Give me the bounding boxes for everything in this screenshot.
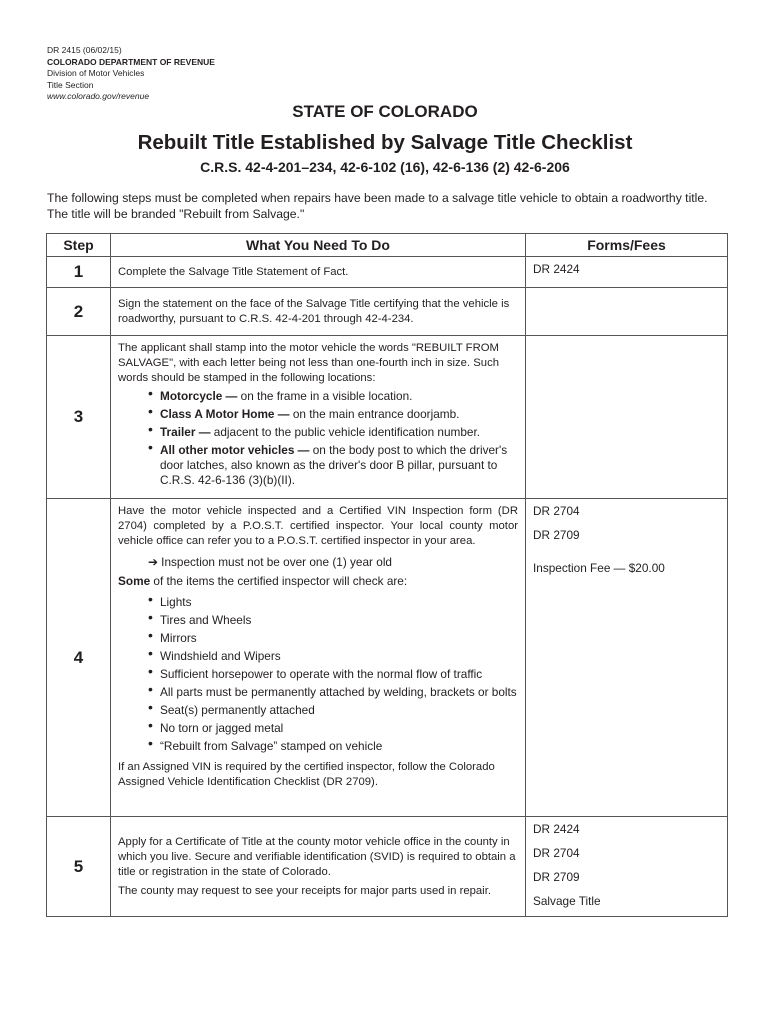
list-item: • Tires and Wheels xyxy=(148,613,518,628)
step-forms xyxy=(526,336,728,499)
state-heading: STATE OF COLORADO xyxy=(292,102,478,121)
step-instruction xyxy=(111,817,526,917)
step-instruction xyxy=(111,499,526,817)
some-text: of the items the certified inspector will check are: xyxy=(150,574,408,588)
website-link[interactable]: www.colorado.gov/revenue xyxy=(47,91,150,101)
note-text: Inspection must not be over one (1) year old xyxy=(161,555,392,569)
step-text: The applicant shall stamp into the motor vehicle the words "REBUILT FROM SALVAGE", with each letter being not less than one-fourth inch in size. Such words should be stamped in the following locations: xyxy=(118,342,499,384)
step-forms xyxy=(526,817,728,917)
intro-line-1: The following steps must be completed when repairs have been made to a salvage title vehicle to obtain a roadworthy title. xyxy=(47,191,708,205)
list-item: • All parts must be permanently attached by welding, brackets or bolts xyxy=(148,685,518,700)
form-ref: DR 2424 xyxy=(533,822,580,836)
inspection-fee: Inspection Fee — $20.00 xyxy=(533,561,665,575)
step-instruction: Sign the statement on the face of the Salvage Title certifying that the vehicle is roadworthy, pursuant to C.R.S. 42-4-201 through 42-4-234. xyxy=(111,288,526,336)
list-item xyxy=(148,389,518,404)
division-name: Division of Motor Vehicles xyxy=(47,68,145,78)
form-ref: DR 2709 xyxy=(533,870,580,884)
list-item: • No torn or jagged metal xyxy=(148,721,518,736)
step-instruction: Complete the Salvage Title Statement of Fact. xyxy=(111,257,526,288)
table-row-step-1 xyxy=(47,257,728,288)
inspection-note xyxy=(118,555,518,570)
list-item: • Seat(s) permanently attached xyxy=(148,703,518,718)
form-ref: DR 2704 xyxy=(533,846,580,860)
step-instruction xyxy=(111,336,526,499)
section-name: Title Section xyxy=(47,79,94,90)
step-text: Apply for a Certificate of Title at the county motor vehicle office in the county in which you live. Secure and verifiable identification (SVID) is required to obtain a title or registration in the state of Colorado. xyxy=(118,836,516,878)
some-label: Some xyxy=(118,574,151,588)
list-item: • “Rebuilt from Salvage” stamped on vehicle xyxy=(148,739,518,754)
form-header xyxy=(47,45,215,103)
form-ref: DR 2704 xyxy=(533,504,580,518)
items-intro xyxy=(118,574,518,589)
stamp-locations-list xyxy=(118,389,518,488)
list-item: • Sufficient horsepower to operate with the normal flow of traffic xyxy=(148,667,518,682)
step-forms xyxy=(526,499,728,817)
receipts-note: The county may request to see your receipts for major parts used in repair. xyxy=(118,885,491,897)
intro-line-2: The title will be branded "Rebuilt from Salvage." xyxy=(47,207,305,221)
item-label: Class A Motor Home — xyxy=(160,407,290,421)
list-item: • Windshield and Wipers xyxy=(148,649,518,664)
item-label: Trailer — xyxy=(160,425,211,439)
col-header-step: Step xyxy=(47,234,111,257)
table-row-step-4 xyxy=(47,499,728,817)
step-number: 2 xyxy=(47,288,111,336)
table-row-step-3 xyxy=(47,336,728,499)
step-number: 3 xyxy=(47,336,111,499)
item-text: on the frame in a visible location. xyxy=(237,389,413,403)
table-row-step-5 xyxy=(47,817,728,917)
item-label: All other motor vehicles — xyxy=(160,443,310,457)
form-number: DR 2415 (06/02/15) xyxy=(47,45,122,55)
step-text: Have the motor vehicle inspected and a Certified VIN Inspection form (DR 2704) completed by a P.O.S.T. certified inspector. Your local county motor vehicle office can refer you to a P.O.S.T. certified inspector in your area. xyxy=(118,505,518,547)
item-label: Motorcycle — xyxy=(160,389,238,403)
step-number: 1 xyxy=(47,257,111,288)
list-item: • Mirrors xyxy=(148,631,518,646)
form-ref: Salvage Title xyxy=(533,894,601,908)
form-ref: DR 2424 xyxy=(533,262,580,276)
col-header-forms: Forms/Fees xyxy=(526,234,728,257)
list-item: • Lights xyxy=(148,595,518,610)
item-text: adjacent to the public vehicle identification number. xyxy=(210,425,481,439)
item-text: on the body post to which the driver's door latches, also known as the driver's door B pillar, pursuant to C.R.S. 42-6-136 (3)(b)(II). xyxy=(160,443,508,487)
table-row-step-2 xyxy=(47,288,728,336)
form-ref: DR 2709 xyxy=(533,528,580,542)
assigned-vin-note: If an Assigned VIN is required by the certified inspector, follow the Colorado Assigned Vehicle Identification Checklist (DR 2709). xyxy=(118,761,495,788)
list-item xyxy=(148,425,518,440)
item-text: on the main entrance doorjamb. xyxy=(289,407,460,421)
intro-text xyxy=(47,190,737,222)
table-header-row xyxy=(47,234,728,257)
list-item xyxy=(148,407,518,422)
col-header-need: What You Need To Do xyxy=(111,234,526,257)
step-forms xyxy=(526,288,728,336)
list-item xyxy=(148,443,518,488)
step-number: 4 xyxy=(47,499,111,817)
inspection-items-list xyxy=(118,595,518,754)
page-title: Rebuilt Title Established by Salvage Title Checklist xyxy=(137,131,633,154)
statute-reference: C.R.S. 42-4-201–234, 42-6-102 (16), 42-6-136 (2) 42-6-206 xyxy=(200,159,570,175)
checklist-table xyxy=(46,233,728,917)
department-name: COLORADO DEPARTMENT OF REVENUE xyxy=(47,56,215,67)
step-forms xyxy=(526,257,728,288)
arrow-right-icon: ➔ xyxy=(148,555,158,569)
step-number: 5 xyxy=(47,817,111,917)
